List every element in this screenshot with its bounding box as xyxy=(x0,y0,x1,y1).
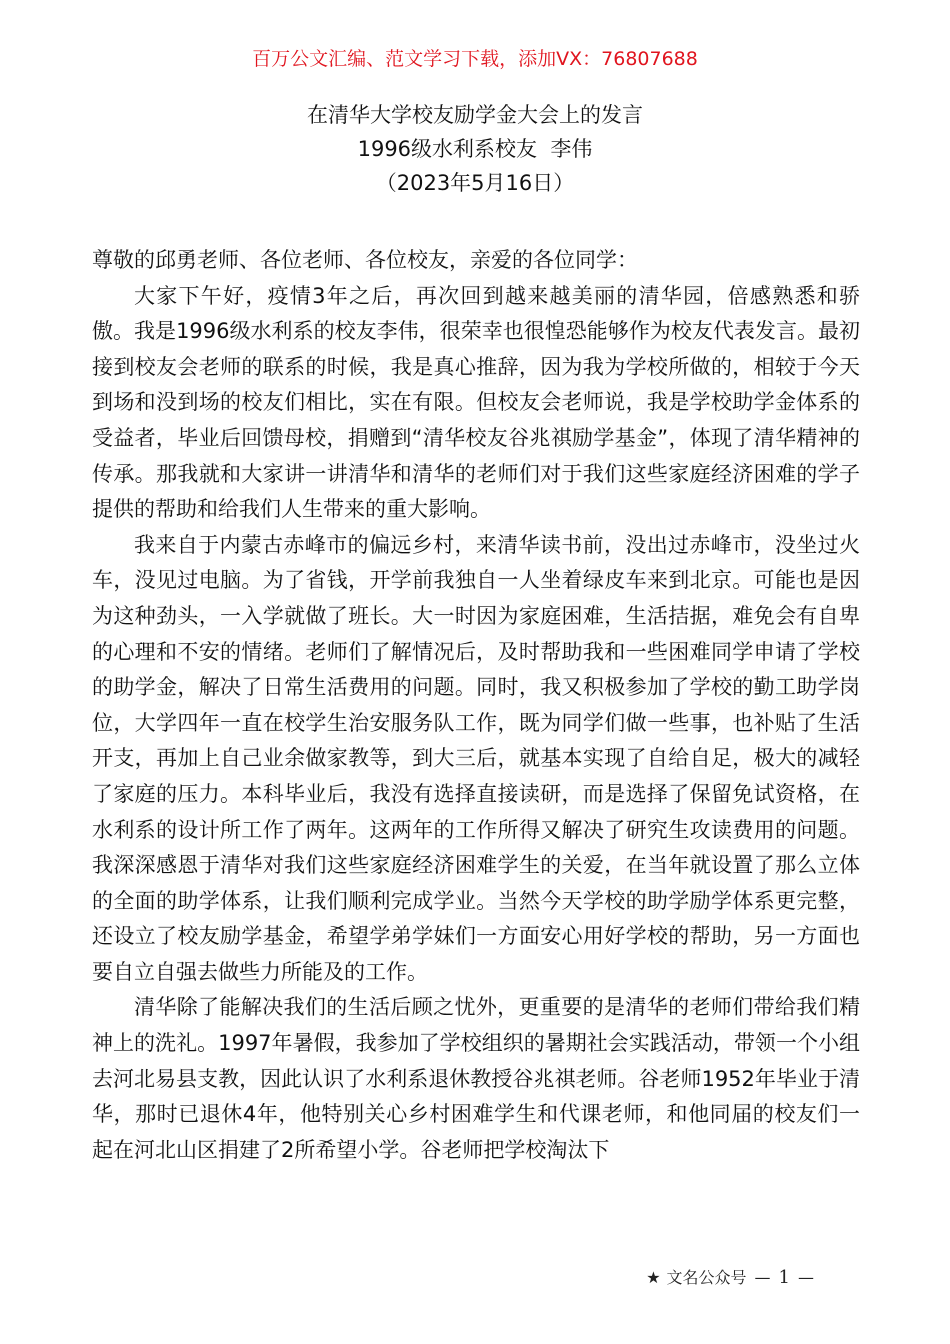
speaker-line: 1996级水利系校友 李伟 xyxy=(357,137,593,161)
salutation: 尊敬的邱勇老师、各位老师、各位校友，亲爱的各位同学： xyxy=(92,248,638,272)
speech-body xyxy=(92,243,860,1168)
speech-title: 在清华大学校友励学金大会上的发言 xyxy=(307,103,643,127)
speech-date: （2023年5月16日） xyxy=(375,171,575,195)
download-banner: 百万公文汇编、范文学习下载，添加VX：76807688 xyxy=(252,48,698,70)
footer-dash-left: — xyxy=(754,1268,771,1287)
paragraph-3: 清华除了能解决我们的生活后顾之忧外，更重要的是清华的老师们带给我们精神上的洗礼。1997年暑假，我参加了学校组织的暑期社会实践活动，带领一个小组去河北易县支教，因此认识了水利系退休教授谷兆祺老师。谷老师1952年毕业于清华，那时已退休4年，他特别关心乡村困难学生和代课老师，和他同届的校友们一起在河北山区捐建了2所希望小学。谷老师把学校淘汰下 xyxy=(92,995,860,1162)
star-icon: ★ xyxy=(646,1268,661,1287)
page-footer xyxy=(646,1266,822,1290)
footer-dash-right: — xyxy=(798,1268,814,1287)
footer-label: 文名公众号 xyxy=(666,1268,747,1287)
paragraph-1: 大家下午好，疫情3年之后，再次回到越来越美丽的清华园，倍感熟悉和骄傲。我是1996级水利系的校友李伟，很荣幸也很惶恐能够作为校友代表发言。最初接到校友会老师的联系的时候，我是真心推辞，因为我为学校所做的，相较于今天到场和没到场的校友们相比，实在有限。但校友会老师说，我是学校助学金体系的受益者，毕业后回馈母校，捐赠到“清华校友谷兆祺励学基金”，体现了清华精神的传承。那我就和大家讲一讲清华和清华的老师们对于我们这些家庭经济困难的学子提供的帮助和给我们人生带来的重大影响。 xyxy=(92,283,860,522)
speech-title-block xyxy=(0,98,950,200)
paragraph-2: 我来自于内蒙古赤峰市的偏远乡村，来清华读书前，没出过赤峰市，没坐过火车，没见过电脑。为了省钱，开学前我独自一人坐着绿皮车来到北京。可能也是因为这种劲头，一入学就做了班长。大一时因为家庭困难，生活拮据，难免会有自卑的心理和不安的情绪。老师们了解情况后，及时帮助我和一些困难同学申请了学校的助学金，解决了日常生活费用的问题。同时，我又积极参加了学校的勤工助学岗位，大学四年一直在校学生治安服务队工作，既为同学们做一些事，也补贴了生活开支，再加上自己业余做家教等，到大三后，就基本实现了自给自足，极大的减轻了家庭的压力。本科毕业后，我没有选择直接读研，而是选择了保留免试资格，在水利系的设计所工作了两年。这两年的工作所得又解决了研究生攻读费用的问题。我深深感恩于清华对我们这些家庭经济困难学生的关爱，在当年就设置了那么立体的全面的助学体系，让我们顺利完成学业。当然今天学校的助学励学体系更完整，还设立了校友励学基金，希望学弟学妹们一方面安心用好学校的帮助，另一方面也要自立自强去做些力所能及的工作。 xyxy=(92,532,860,984)
page-number: 1 xyxy=(778,1267,790,1288)
